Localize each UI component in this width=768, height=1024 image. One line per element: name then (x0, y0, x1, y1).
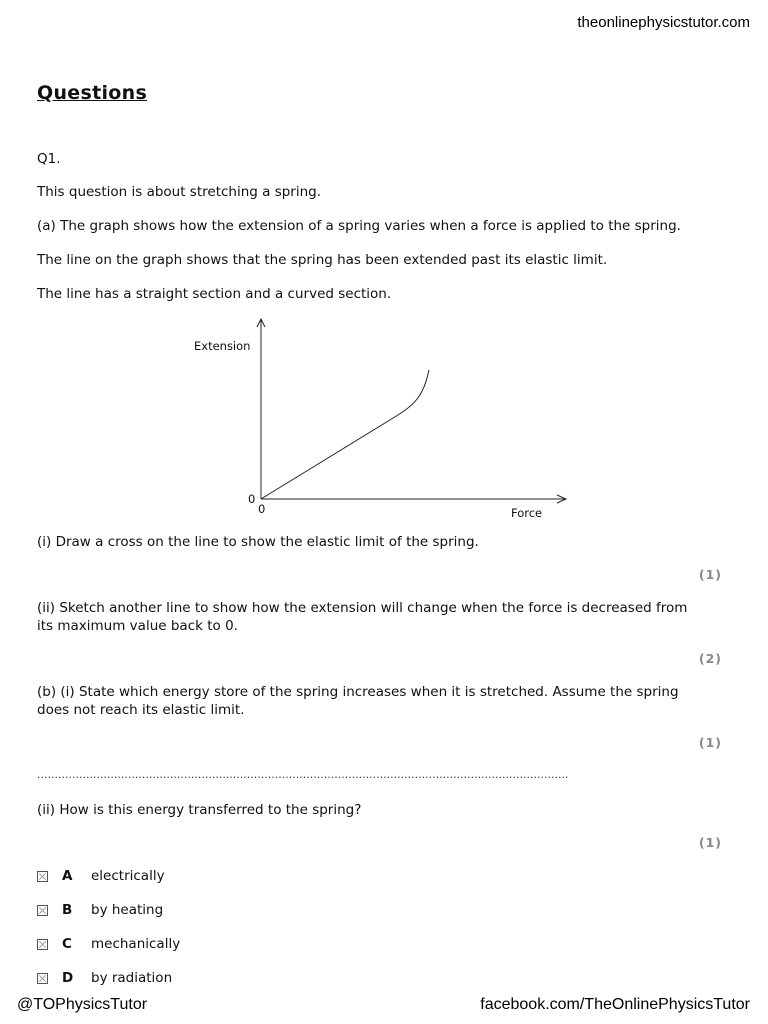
option-text: electrically (91, 868, 165, 884)
extension-curve (261, 370, 429, 499)
option-text: by heating (91, 902, 164, 918)
option-letter: A (62, 868, 73, 884)
question-a-i: (i) Draw a cross on the line to show the elastic limit of the spring. (37, 534, 479, 550)
option-text: mechanically (91, 936, 181, 952)
option-letter: C (62, 936, 72, 952)
footer-facebook: facebook.com/TheOnlinePhysicsTutor (480, 996, 750, 1013)
question-b-i-line-2: does not reach its elastic limit. (37, 702, 245, 718)
checkbox-icon[interactable] (37, 905, 48, 916)
footer-twitter: @TOPhysicsTutor (17, 996, 148, 1013)
page-title: Questions (37, 82, 148, 104)
checkbox-icon[interactable] (37, 939, 48, 950)
origin-x-label: 0 (258, 502, 266, 516)
part-a-line-3: The line has a straight section and a curved section. (37, 286, 392, 302)
part-a-line-1: (a) The graph shows how the extension of a spring varies when a force is applied to the spring. (37, 218, 681, 234)
option-text: by radiation (91, 970, 173, 986)
option-a[interactable] (37, 867, 165, 885)
marks-a-i: (1) (698, 567, 722, 582)
site-url: theonlinephysicstutor.com (577, 14, 750, 31)
option-c[interactable] (37, 935, 180, 953)
option-letter: B (62, 902, 73, 918)
question-b-ii: (ii) How is this energy transferred to the spring? (37, 802, 362, 818)
question-a-ii-line-1: (ii) Sketch another line to show how the extension will change when the force is decreased from (37, 600, 688, 616)
question-b-i-line-1: (b) (i) State which energy store of the spring increases when it is stretched. Assume the spring (37, 684, 679, 700)
option-letter: D (62, 970, 74, 986)
marks-a-ii: (2) (698, 651, 722, 666)
checkbox-icon[interactable] (37, 973, 48, 984)
option-d[interactable] (37, 969, 172, 987)
marks-b-i: (1) (698, 735, 722, 750)
option-b[interactable] (37, 901, 163, 919)
answer-line[interactable]: ........................................................................................................................................................ (37, 768, 569, 780)
y-axis-label: Extension (194, 339, 251, 353)
question-number: Q1. (37, 151, 61, 167)
question-intro: This question is about stretching a spring. (37, 184, 322, 200)
x-axis-label: Force (511, 506, 543, 520)
part-a-line-2: The line on the graph shows that the spring has been extended past its elastic limit. (37, 252, 608, 268)
marks-b-ii: (1) (698, 835, 722, 850)
extension-force-graph (180, 312, 580, 527)
origin-y-label: 0 (248, 492, 256, 506)
question-a-ii-line-2: its maximum value back to 0. (37, 618, 238, 634)
checkbox-icon[interactable] (37, 871, 48, 882)
